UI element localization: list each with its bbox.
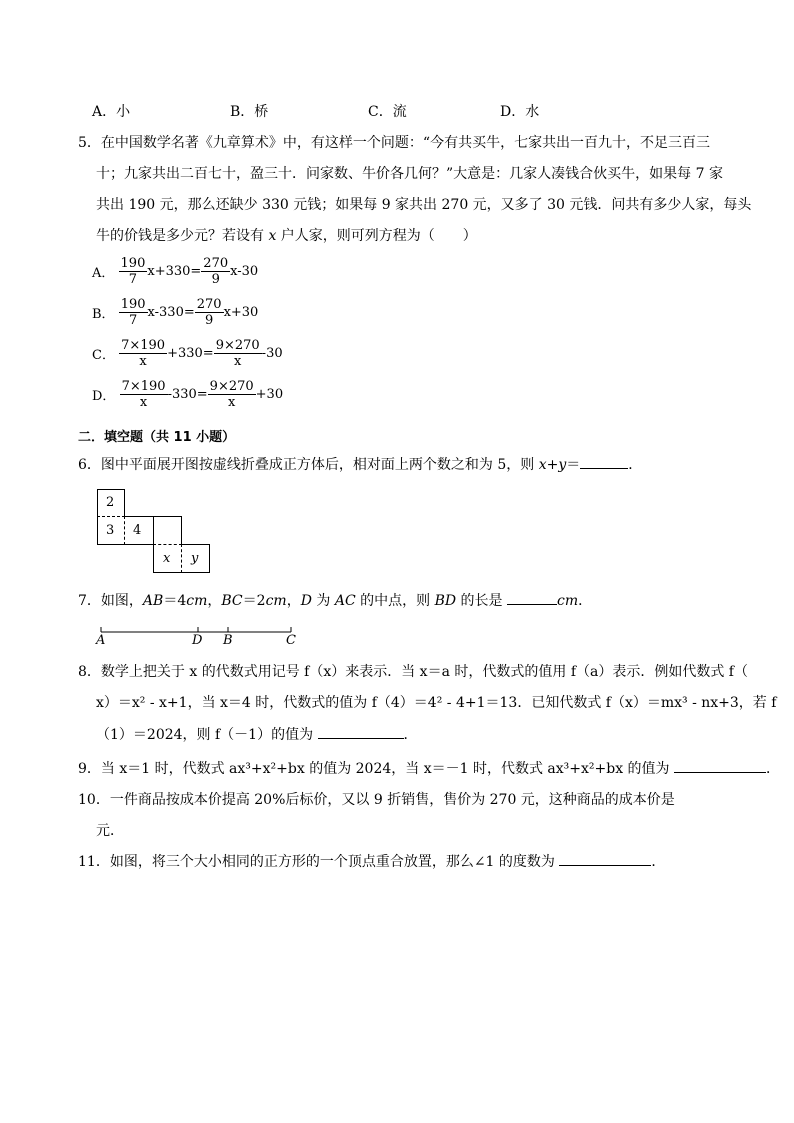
denominator: x — [234, 354, 242, 369]
q5-line-2: 十；九家共出二百七十，盈三十．问家数、牛价各几何？”大意是：几家人凑钱合伙买牛，如果每 7 家 — [96, 166, 723, 182]
point-d: D — [300, 593, 312, 609]
q7-text: ＝4 — [163, 593, 187, 609]
q7-text: 7．如图， — [78, 593, 143, 609]
fraction — [195, 297, 224, 328]
unit-cm: cm — [186, 593, 208, 609]
numerator: 7×190 — [121, 379, 166, 394]
net-label: 2 — [106, 495, 115, 510]
denominator: x — [227, 395, 236, 410]
fraction — [120, 379, 168, 410]
q11-text — [78, 851, 665, 872]
denominator: 7 — [128, 272, 138, 287]
net-label: x — [163, 551, 171, 566]
q6-period: ． — [628, 457, 643, 473]
q10-line-1: 10．一件商品按成本价提高 20%后标价，又以 9 折销售，售价为 270 元，这种商品的成本价是 — [78, 792, 675, 808]
q8-period: ． — [403, 727, 418, 743]
numerator: 270 — [203, 256, 229, 271]
fraction — [208, 379, 256, 410]
net-label: y — [191, 551, 199, 566]
q7-text: ， — [207, 593, 222, 609]
net-cell-blank — [153, 516, 182, 545]
q6-equals: ＝ — [566, 457, 581, 473]
unit-cm: cm — [265, 593, 287, 609]
q7-text: 的中点，则 — [355, 593, 435, 609]
q7-text: ． — [578, 593, 593, 609]
option-label: A． — [92, 266, 115, 281]
q4-option-d: D．水 — [500, 104, 540, 120]
segment-bd: BD — [434, 593, 457, 609]
q9-answer-blank[interactable] — [674, 758, 766, 773]
denominator: 9 — [205, 313, 214, 328]
q5-option-c — [92, 338, 283, 369]
unit-cm: cm — [556, 593, 579, 609]
equation-middle: x+330= — [147, 264, 202, 279]
net-label: 4 — [133, 523, 142, 538]
numerator: 190 — [120, 297, 146, 312]
q7-text: 为 — [311, 593, 335, 609]
q9-text-body: 9．当 x＝1 时，代数式 ax³+x²+bx 的值为 2024，当 x＝－1 时，代数式 ax³+x²+bx 的值为 — [78, 761, 675, 777]
q5-line-4-text: 牛的价钱是多少元？若设有 — [96, 228, 269, 244]
equation-middle: +330= — [167, 346, 214, 361]
q4-option-a: A．小 — [92, 104, 131, 120]
q5-option-d — [92, 379, 283, 410]
q4-option-b: B．桥 — [230, 104, 269, 120]
point-label-b: B — [223, 633, 233, 648]
q9-period: ． — [766, 761, 781, 777]
numerator: 190 — [120, 256, 146, 271]
denominator: 9 — [211, 272, 220, 287]
q6-variable: x+y — [538, 457, 567, 473]
q7-text: ， — [286, 593, 301, 609]
denominator: 7 — [128, 313, 138, 328]
q5-line-4 — [96, 226, 477, 246]
segment-ac: AC — [334, 593, 356, 609]
denominator: x — [139, 354, 147, 369]
numerator: 9×270 — [209, 379, 254, 394]
q5-variable-x: x — [268, 228, 277, 244]
q5-option-b — [92, 297, 258, 328]
q11-period: ． — [651, 854, 666, 870]
fraction — [119, 297, 148, 328]
numerator: 9×270 — [215, 338, 260, 353]
option-label: B． — [92, 307, 115, 322]
point-label-d: D — [192, 633, 203, 648]
q8-line-3-text: （1）＝2024，则 f（－1）的值为 — [96, 727, 318, 743]
point-label-a: A — [96, 633, 106, 648]
q8-line-1: 8．数学上把关于 x 的代数式用记号 f（x）来表示．当 x＝a 时，代数式的值用 f（a）表示．例如代数式 f（ — [78, 664, 748, 680]
equation-middle: x-330= — [147, 305, 195, 320]
q6-text — [78, 454, 642, 475]
numerator: 270 — [196, 297, 222, 312]
q11-text-body: 11．如图，将三个大小相同的正方形的一个顶点重合放置，那么∠1 的度数为 — [78, 854, 560, 870]
q8-answer-blank[interactable] — [318, 724, 404, 739]
equation-end: x-30 — [230, 264, 259, 279]
q11-answer-blank[interactable] — [559, 851, 651, 866]
q5-line-1: 5．在中国数学名著《九章算术》中，有这样一个问题：“今有共买牛，七家共出一百九十，不足三百三 — [78, 135, 711, 151]
denominator: x — [139, 395, 148, 410]
q6-answer-blank[interactable] — [580, 454, 628, 469]
q8-line-3 — [96, 724, 418, 745]
cube-net-figure — [97, 489, 211, 574]
q5-option-a — [92, 256, 258, 287]
equation-end: -30 — [261, 346, 283, 361]
q5-line-4-tail: 户人家，则可列方程为（ ） — [276, 228, 477, 244]
q6-text-body: 6．图中平面展开图按虚线折叠成正方体后，相对面上两个数之和为 5，则 — [78, 457, 539, 473]
equation-middle: -330= — [167, 387, 208, 402]
option-label: D． — [92, 389, 116, 404]
q7-text: 的长是 — [456, 593, 507, 609]
fraction — [119, 256, 148, 287]
q8-line-2: x）＝x² - x+1，当 x＝4 时，代数式的值为 f（4）＝4² - 4+1＝13．已知代数式 f（x）＝mx³ - nx+3，若 f — [96, 695, 777, 711]
option-label: C． — [92, 348, 115, 363]
segment-ab: AB — [142, 593, 164, 609]
q9-text — [78, 758, 780, 779]
q5-line-3: 共出 190 元，那么还缺少 330 元钱；如果每 9 家共出 270 元，又多了 30 元钱．问共有多少人家，每头 — [96, 197, 752, 213]
point-label-c: C — [286, 633, 296, 648]
q7-answer-blank[interactable] — [507, 590, 557, 605]
segment-bc: BC — [221, 593, 243, 609]
equation-end: +30 — [255, 387, 284, 402]
q4-option-c: C．流 — [368, 104, 407, 120]
net-label: 3 — [106, 523, 115, 538]
q7-text: ＝2 — [242, 593, 266, 609]
fraction — [214, 338, 262, 369]
numerator: 7×190 — [121, 338, 166, 353]
segment-figure — [96, 624, 296, 650]
q7-text — [78, 590, 592, 611]
equation-end: x+30 — [223, 305, 259, 320]
q10-line-2: 元． — [96, 823, 124, 839]
fraction — [119, 338, 167, 369]
fraction — [201, 256, 230, 287]
section-heading-fill-in: 二．填空题（共 11 小题） — [78, 430, 236, 445]
